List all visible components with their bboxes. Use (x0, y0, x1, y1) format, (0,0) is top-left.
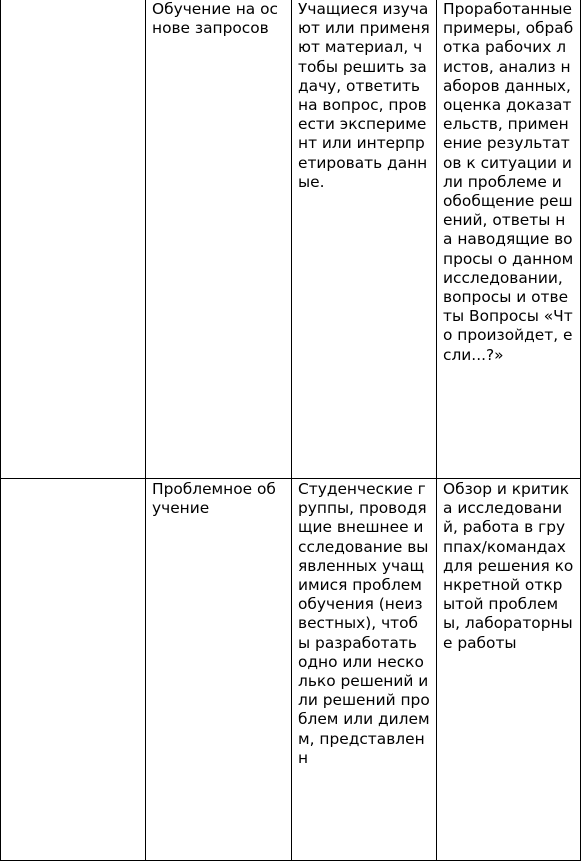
method-description: Студенческие группы, проводящие внешнее исследование выявленных учащимися проблем обучения (неизвестных), чтобы разработать одно или несколько решений или решений проблем или дилемм, представленн (298, 480, 430, 767)
examples-cell (437, 479, 581, 861)
method-examples: Проработанные примеры, обработка рабочих листов, анализ наборов данных, оценка доказательств, применение результатов к ситуации или проблеме и обобщение решений, ответы на наводящие вопросы о данном исследовании, вопросы и ответы Вопросы «Что произойдет, если...?» (443, 0, 574, 364)
method-cell (146, 479, 292, 861)
method-cell (146, 0, 292, 479)
table-row (1, 0, 581, 479)
row-number-cell (1, 0, 146, 479)
method-name: Проблемное обучение (152, 480, 276, 518)
method-name: Обучение на основе запросов (152, 0, 278, 38)
description-cell (292, 0, 437, 479)
method-examples: Обзор и критика исследований, работа в группах/командах для решения конкретной открытой проблемы, лабораторные работы (443, 480, 574, 652)
table-row (1, 479, 581, 861)
method-description: Учащиеся изучают или применяют материал, чтобы решить задачу, ответить на вопрос, провести эксперимент или интерпретировать данные. (298, 0, 430, 191)
description-cell (292, 479, 437, 861)
examples-cell (437, 0, 581, 479)
row-number-cell (1, 479, 146, 861)
